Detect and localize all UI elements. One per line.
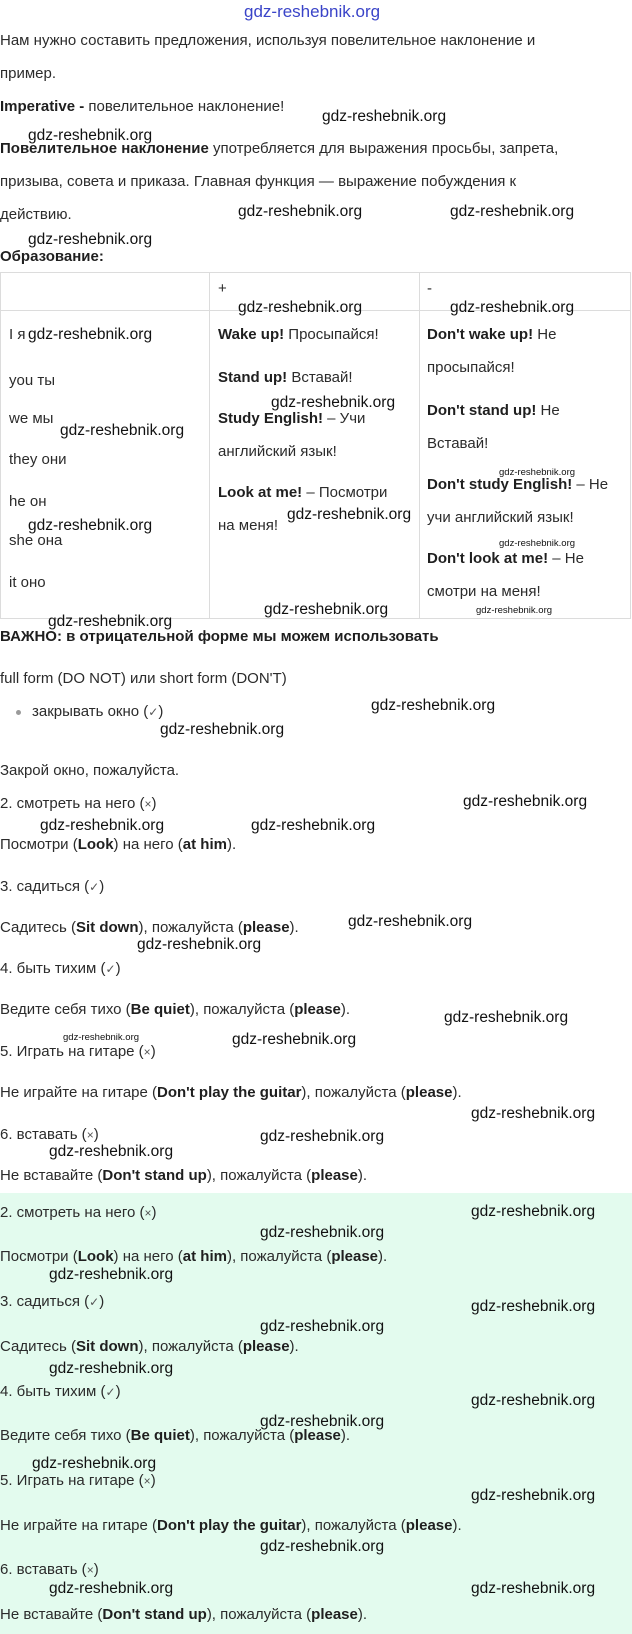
watermark: gdz-reshebnik.org bbox=[232, 1031, 357, 1048]
check-icon: ✓ bbox=[89, 880, 100, 894]
pronoun-cell: I я bbox=[9, 326, 26, 343]
question-line: 4. быть тихим (✓) bbox=[0, 1383, 121, 1400]
bullet-dot bbox=[16, 710, 21, 715]
check-icon: ✓ bbox=[105, 962, 116, 976]
watermark: gdz-reshebnik.org bbox=[287, 506, 412, 523]
pronoun-cell: she она bbox=[9, 532, 63, 549]
negative-example: Don't stand up! Не bbox=[427, 402, 560, 419]
pronoun-cell: it оно bbox=[9, 574, 46, 591]
watermark: gdz-reshebnik.org bbox=[499, 467, 576, 478]
watermark: gdz-reshebnik.org bbox=[271, 394, 396, 411]
watermark: gdz-reshebnik.org bbox=[49, 1580, 174, 1597]
watermark: gdz-reshebnik.org bbox=[471, 1298, 596, 1315]
imperative-definition bbox=[0, 97, 284, 117]
watermark: gdz-reshebnik.org bbox=[251, 817, 376, 834]
watermark: gdz-reshebnik.org bbox=[48, 613, 173, 630]
answer-line: Садитесь (Sit down), пожалуйста (please). bbox=[0, 1338, 299, 1355]
watermark: gdz-reshebnik.org bbox=[471, 1580, 596, 1597]
answer-line: Не играйте на гитаре (Don't play the guitar), пожалуйста (please). bbox=[0, 1084, 462, 1101]
positive-example: Study English! – Учи bbox=[218, 410, 366, 427]
intro-line: пример. bbox=[0, 65, 57, 82]
watermark: gdz-reshebnik.org bbox=[137, 936, 262, 953]
watermark: gdz-reshebnik.org bbox=[49, 1360, 174, 1377]
watermark: gdz-reshebnik.org bbox=[260, 1413, 385, 1430]
answer-line: Не вставайте (Don't stand up), пожалуйста (please). bbox=[0, 1606, 368, 1623]
intro-line: Нам нужно составить предложения, используя повелительное наклонение и bbox=[0, 32, 536, 49]
watermark: gdz-reshebnik.org bbox=[260, 1538, 385, 1555]
answer-line: Ведите себя тихо (Be quiet), пожалуйста (please). bbox=[0, 1001, 351, 1018]
table-header-plus: + bbox=[218, 280, 227, 297]
watermark: gdz-reshebnik.org bbox=[371, 697, 496, 714]
negative-example: Don't wake up! Не bbox=[427, 326, 557, 343]
question-line: 3. садиться (✓) bbox=[0, 878, 105, 895]
watermark: gdz-reshebnik.org bbox=[32, 1455, 157, 1472]
watermark: gdz-reshebnik.org bbox=[28, 231, 153, 248]
negative-example: Don't look at me! – Не bbox=[427, 550, 584, 567]
question-line: 2. смотреть на него (×) bbox=[0, 1204, 157, 1221]
site-watermark: gdz-reshebnik.org bbox=[244, 2, 381, 21]
watermark: gdz-reshebnik.org bbox=[450, 203, 575, 220]
check-icon: ✓ bbox=[105, 1385, 116, 1399]
check-icon: ✓ bbox=[148, 705, 159, 719]
question-line: 3. садиться (✓) bbox=[0, 1293, 105, 1310]
answer-line: Не вставайте (Don't stand up), пожалуйста (please). bbox=[0, 1167, 368, 1184]
positive-example-cont: на меня! bbox=[218, 517, 279, 534]
cross-icon: × bbox=[144, 1206, 152, 1220]
cross-icon: × bbox=[143, 1474, 151, 1488]
watermark: gdz-reshebnik.org bbox=[260, 1128, 385, 1145]
watermark: gdz-reshebnik.org bbox=[499, 538, 576, 549]
watermark: gdz-reshebnik.org bbox=[60, 422, 185, 439]
negative-example-cont: смотри на меня! bbox=[427, 583, 541, 600]
answer-line: Не играйте на гитаре (Don't play the guitar), пожалуйста (please). bbox=[0, 1517, 462, 1534]
watermark: gdz-reshebnik.org bbox=[40, 817, 165, 834]
watermark: gdz-reshebnik.org bbox=[348, 913, 473, 930]
negative-example-cont: учи английский язык! bbox=[427, 509, 574, 526]
cross-icon: × bbox=[86, 1563, 94, 1577]
imperative-table bbox=[0, 272, 631, 619]
imperative-text: повелительное наклонение! bbox=[84, 98, 285, 115]
question-line: 6. вставать (×) bbox=[0, 1126, 99, 1143]
watermark: gdz-reshebnik.org bbox=[463, 793, 588, 810]
positive-example-cont: английский язык! bbox=[218, 443, 337, 460]
watermark: gdz-reshebnik.org bbox=[260, 1318, 385, 1335]
watermark: gdz-reshebnik.org bbox=[471, 1105, 596, 1122]
watermark: gdz-reshebnik.org bbox=[49, 1143, 174, 1160]
watermark: gdz-reshebnik.org bbox=[322, 108, 447, 125]
list-item: закрывать окно (✓) bbox=[32, 703, 164, 720]
table-header-minus: - bbox=[427, 280, 432, 297]
watermark: gdz-reshebnik.org bbox=[260, 1224, 385, 1241]
pronoun-cell: he он bbox=[9, 493, 47, 510]
pronoun-cell: they они bbox=[9, 451, 67, 468]
negative-example-cont: просыпайся! bbox=[427, 359, 515, 376]
watermark: gdz-reshebnik.org bbox=[471, 1487, 596, 1504]
positive-example: Stand up! Вставай! bbox=[218, 369, 353, 386]
check-icon: ✓ bbox=[89, 1295, 100, 1309]
question-line: 2. смотреть на него (×) bbox=[0, 795, 157, 812]
pronoun-cell: we мы bbox=[9, 410, 54, 427]
question-line: 5. Играть на гитаре (×) bbox=[0, 1472, 156, 1489]
answer-line: Садитесь (Sit down), пожалуйста (please). bbox=[0, 919, 299, 936]
answer-line: Посмотри (Look) на него (at him), пожалуйста (please). bbox=[0, 1248, 388, 1265]
watermark: gdz-reshebnik.org bbox=[444, 1009, 569, 1026]
cross-icon: × bbox=[144, 797, 152, 811]
formation-label: Образование: bbox=[0, 248, 104, 265]
answer-line: Ведите себя тихо (Be quiet), пожалуйста (please). bbox=[0, 1427, 351, 1444]
pronoun-cell: you ты bbox=[9, 372, 56, 389]
watermark: gdz-reshebnik.org bbox=[49, 1266, 174, 1283]
positive-example: Look at me! – Посмотри bbox=[218, 484, 388, 501]
important-note-line: full form (DO NOT) или short form (DON'T) bbox=[0, 670, 287, 687]
cross-icon: × bbox=[86, 1128, 94, 1142]
watermark: gdz-reshebnik.org bbox=[238, 203, 363, 220]
povel-definition-line: действию. bbox=[0, 206, 72, 223]
watermark: gdz-reshebnik.org bbox=[450, 299, 575, 316]
watermark: gdz-reshebnik.org bbox=[476, 605, 553, 616]
important-label: ВАЖНО: в отрицательной форме мы можем использовать bbox=[0, 628, 439, 645]
watermark: gdz-reshebnik.org bbox=[238, 299, 363, 316]
watermark: gdz-reshebnik.org bbox=[28, 326, 153, 343]
povel-term: Повелительное наклонение bbox=[0, 140, 209, 157]
answer-line: Закрой окно, пожалуйста. bbox=[0, 762, 180, 779]
watermark: gdz-reshebnik.org bbox=[28, 127, 153, 144]
question-line: 6. вставать (×) bbox=[0, 1561, 99, 1578]
positive-example: Wake up! Просыпайся! bbox=[218, 326, 379, 343]
watermark: gdz-reshebnik.org bbox=[264, 601, 389, 618]
negative-example: Don't study English! – Не bbox=[427, 476, 609, 493]
question-line: 5. Играть на гитаре (×) bbox=[0, 1043, 156, 1060]
watermark: gdz-reshebnik.org bbox=[160, 721, 285, 738]
cross-icon: × bbox=[143, 1045, 151, 1059]
povel-text: употребляется для выражения просьбы, запрета, bbox=[208, 140, 559, 157]
povel-definition-line: призыва, совета и приказа. Главная функция — выражение побуждения к bbox=[0, 173, 517, 190]
negative-example-cont: Вставай! bbox=[427, 435, 489, 452]
answer-line: Посмотри (Look) на него (at him). bbox=[0, 836, 237, 853]
formation-heading bbox=[0, 247, 104, 267]
watermark: gdz-reshebnik.org bbox=[471, 1203, 596, 1220]
question-line: 4. быть тихим (✓) bbox=[0, 960, 121, 977]
imperative-term: Imperative - bbox=[0, 98, 85, 115]
watermark: gdz-reshebnik.org bbox=[63, 1032, 140, 1043]
watermark: gdz-reshebnik.org bbox=[28, 517, 153, 534]
watermark: gdz-reshebnik.org bbox=[471, 1392, 596, 1409]
